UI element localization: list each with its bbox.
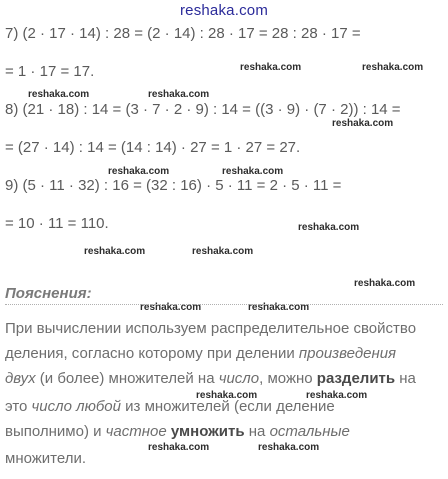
explanation-italic: произведения xyxy=(298,345,397,362)
explanation-italic: двух xyxy=(5,370,36,387)
explanation-line-1 xyxy=(5,320,416,337)
watermark: reshaka.com xyxy=(332,118,394,129)
explanation-text: это xyxy=(5,398,32,415)
explanation-text: из множителей (если деление xyxy=(120,398,335,415)
explanation-text: на xyxy=(395,370,416,387)
watermark: reshaka.com xyxy=(240,62,302,73)
solution-9-line-1: 9) (5 · 11 · 32) : 16 = (32 : 16) · 5 · 11 = 2 · 5 · 11 = xyxy=(5,177,342,194)
explanation-text: деления, согласно которому при делении xyxy=(5,345,299,362)
explanation-heading: Пояснения: xyxy=(5,285,92,302)
watermark: reshaka.com xyxy=(222,166,284,177)
explanation-line-6 xyxy=(5,450,86,467)
watermark: reshaka.com xyxy=(306,390,368,401)
solution-8-line-1: 8) (21 · 18) : 14 = (3 · 7 · 2 · 9) : 14 = ((3 · 9) · (7 · 2)) : 14 = xyxy=(5,101,401,118)
heading-divider xyxy=(5,304,443,305)
watermark: reshaka.com xyxy=(196,390,258,401)
explanation-line-4 xyxy=(5,398,335,415)
explanation-italic: число любой xyxy=(31,398,121,415)
explanation-italic: частное xyxy=(105,423,167,440)
solution-9-line-2: = 10 · 11 = 110. xyxy=(5,215,109,232)
watermark: reshaka.com xyxy=(108,166,170,177)
site-title: reshaka.com xyxy=(179,2,269,19)
watermark: reshaka.com xyxy=(248,302,310,313)
watermark: reshaka.com xyxy=(192,246,254,257)
watermark: reshaka.com xyxy=(84,246,146,257)
explanation-text: , можно xyxy=(259,370,317,387)
watermark: reshaka.com xyxy=(140,302,202,313)
explanation-italic: остальные xyxy=(269,423,350,440)
explanation-bold: умножить xyxy=(170,423,245,440)
explanation-text: выполнимо) и xyxy=(5,423,106,440)
watermark: reshaka.com xyxy=(354,278,416,289)
explanation-text: на xyxy=(244,423,270,440)
watermark: reshaka.com xyxy=(362,62,424,73)
explanation-text: множители. xyxy=(5,450,87,467)
explanation-bold: разделить xyxy=(316,370,396,387)
explanation-line-2 xyxy=(5,345,396,362)
watermark: reshaka.com xyxy=(258,442,320,453)
solution-7-line-2: = 1 · 17 = 17. xyxy=(5,63,95,80)
solution-7-line-1: 7) (2 · 17 · 14) : 28 = (2 · 14) : 28 · 17 = 28 : 28 · 17 = xyxy=(5,25,361,42)
explanation-text: (и более) множителей на xyxy=(35,370,219,387)
explanation-line-5 xyxy=(5,423,350,440)
watermark: reshaka.com xyxy=(28,89,90,100)
explanation-text: При вычислении используем распределительное свойство xyxy=(5,320,417,337)
solution-8-line-2: = (27 · 14) : 14 = (14 : 14) · 27 = 1 · 27 = 27. xyxy=(5,139,301,156)
watermark: reshaka.com xyxy=(298,222,360,233)
explanation-line-3 xyxy=(5,370,416,387)
watermark: reshaka.com xyxy=(148,89,210,100)
explanation-italic: число xyxy=(218,370,260,387)
watermark: reshaka.com xyxy=(148,442,210,453)
